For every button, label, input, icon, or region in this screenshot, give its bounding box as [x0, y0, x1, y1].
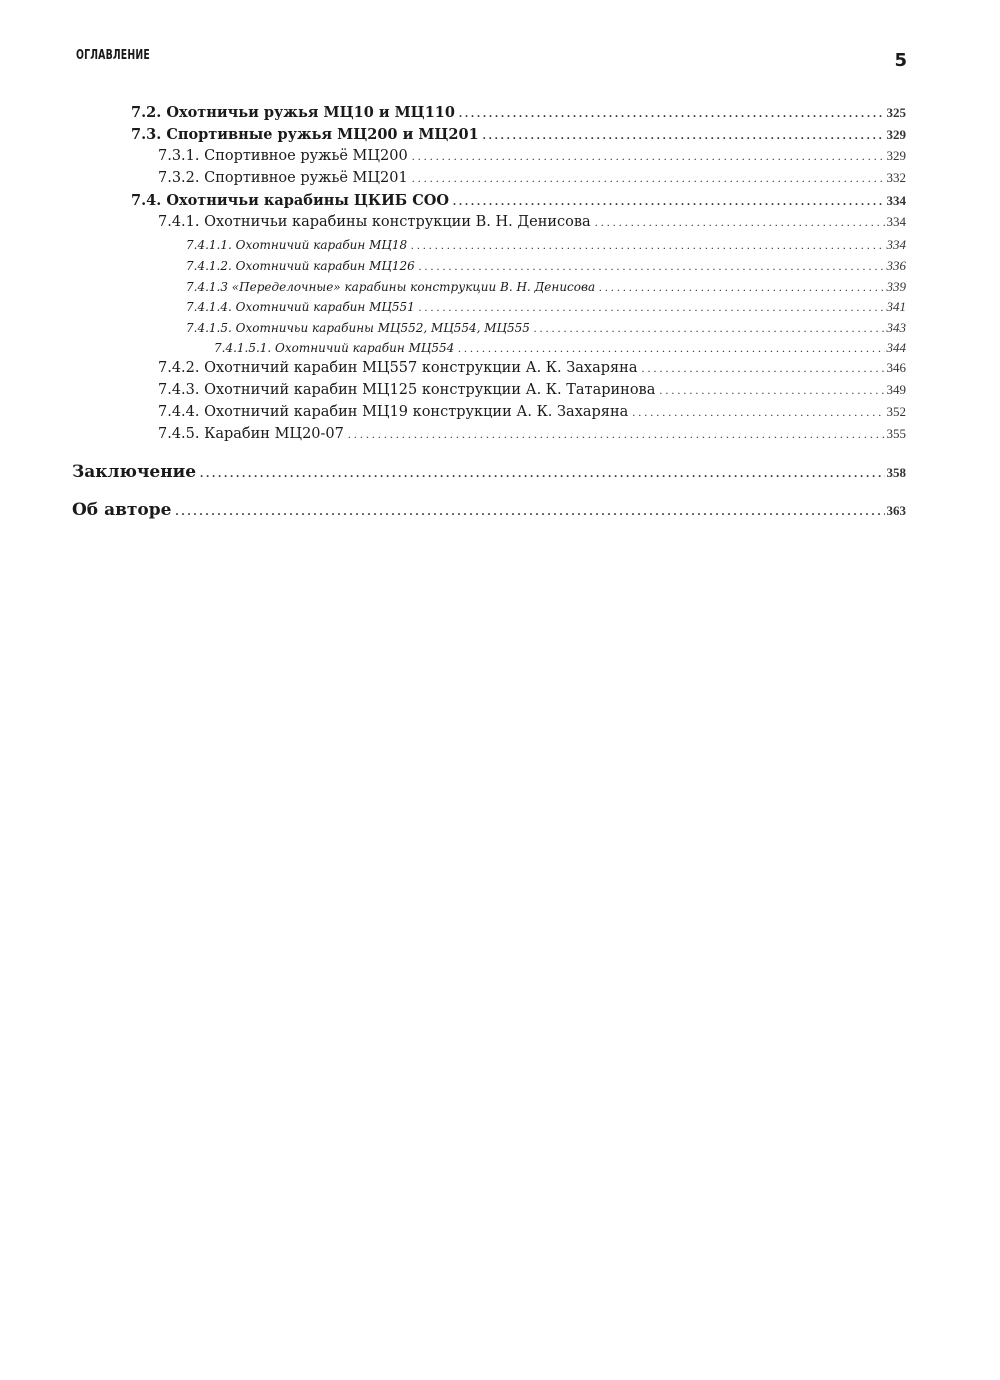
toc-entry-page: 358: [886, 465, 906, 480]
toc-entry[interactable]: [158, 360, 906, 376]
toc-entry-title: 7.4.4. Охотничий карабин МЦ19 конструкции А. К. Захаряна: [158, 404, 629, 420]
dot-leader: [534, 321, 885, 336]
toc-entry-title: 7.4.1. Охотничьи карабины конструкции В. Н. Денисова: [158, 214, 591, 230]
toc-entry-title: 7.4.5. Карабин МЦ20-07: [158, 426, 344, 442]
dot-leader: [453, 194, 884, 209]
dot-leader: [599, 280, 884, 295]
dot-leader: [641, 361, 884, 376]
dot-leader: [632, 405, 884, 420]
toc-entry-page: 355: [886, 426, 906, 441]
toc-entry[interactable]: [158, 404, 906, 420]
dot-leader: [412, 149, 885, 164]
toc-entry-page: 343: [886, 320, 906, 335]
toc-entry[interactable]: [186, 299, 906, 315]
toc-entry-page: 336: [886, 258, 906, 273]
toc-entry[interactable]: [131, 104, 906, 121]
toc-entry-title: 7.3.2. Спортивное ружьё МЦ201: [158, 170, 408, 186]
dot-leader: [483, 128, 885, 143]
toc-entry[interactable]: [186, 258, 906, 274]
toc-entry-page: 346: [886, 360, 906, 375]
dot-leader: [175, 504, 884, 519]
toc-entry[interactable]: [131, 192, 906, 209]
dot-leader: [200, 466, 884, 481]
toc-entry[interactable]: [158, 426, 906, 442]
toc-entry-title: Об авторе: [72, 500, 172, 520]
toc-entry[interactable]: [186, 279, 906, 295]
dot-leader: [659, 383, 884, 398]
toc-entry-page: 325: [886, 105, 906, 120]
toc-entry-title: 7.3.1. Спортивное ружьё МЦ200: [158, 148, 408, 164]
toc-entry-title: 7.4.3. Охотничий карабин МЦ125 конструкции А. К. Татаринова: [158, 382, 656, 398]
toc-entry-title: 7.4.1.1. Охотничий карабин МЦ18: [186, 238, 408, 252]
toc-entry-title: 7.4.1.3 «Переделочные» карабины конструкции В. Н. Денисова: [186, 280, 596, 294]
toc-entry[interactable]: [186, 237, 906, 253]
toc-entry[interactable]: [186, 320, 906, 336]
toc-entry-page: 341: [886, 299, 906, 314]
running-head: ОГЛАВЛЕНИЕ: [76, 48, 150, 63]
dot-leader: [459, 106, 885, 121]
dot-leader: [458, 341, 884, 356]
toc-entry[interactable]: [72, 462, 906, 482]
toc-entry-title: 7.4.1.5. Охотничьи карабины МЦ552, МЦ554, МЦ555: [186, 321, 530, 335]
toc-entry-page: 334: [886, 214, 906, 229]
toc-entry-title: 7.4.2. Охотничий карабин МЦ557 конструкции А. К. Захаряна: [158, 360, 638, 376]
toc-entry-page: 352: [886, 404, 906, 419]
toc-entry[interactable]: [158, 170, 906, 186]
toc-entry-page: 344: [886, 340, 906, 355]
toc-entry-page: 349: [886, 382, 906, 397]
toc-entry-page: 329: [886, 148, 906, 163]
toc-entry-page: 334: [886, 237, 906, 252]
toc-entry-title: 7.4.1.4. Охотничий карабин МЦ551: [186, 300, 415, 314]
toc-entry[interactable]: [214, 340, 906, 356]
dot-leader: [348, 427, 885, 442]
dot-leader: [411, 238, 884, 253]
toc-entry-title: 7.2. Охотничьи ружья МЦ10 и МЦ110: [131, 104, 455, 121]
toc-entry-page: 332: [886, 170, 906, 185]
toc-entry-page: 334: [886, 193, 906, 208]
toc-entry-title: Заключение: [72, 462, 197, 482]
toc-entry[interactable]: [131, 126, 906, 143]
toc-entry-page: 339: [886, 279, 906, 294]
toc-entry-page: 329: [886, 127, 906, 142]
toc-entry[interactable]: [158, 382, 906, 398]
toc-entry-title: 7.3. Спортивные ружья МЦ200 и МЦ201: [131, 126, 479, 143]
dot-leader: [412, 171, 885, 186]
toc-entry[interactable]: [158, 148, 906, 164]
toc-entry-page: 363: [886, 503, 906, 518]
toc-entry-title: 7.4.1.2. Охотничий карабин МЦ126: [186, 259, 415, 273]
dot-leader: [419, 300, 885, 315]
dot-leader: [419, 259, 885, 274]
dot-leader: [595, 215, 885, 230]
page-number: 5: [894, 50, 907, 71]
toc-entry-title: 7.4. Охотничьи карабины ЦКИБ СОО: [131, 192, 450, 209]
toc-entry[interactable]: [158, 214, 906, 230]
toc-entry[interactable]: [72, 500, 906, 520]
toc-entry-title: 7.4.1.5.1. Охотничий карабин МЦ554: [214, 341, 455, 355]
